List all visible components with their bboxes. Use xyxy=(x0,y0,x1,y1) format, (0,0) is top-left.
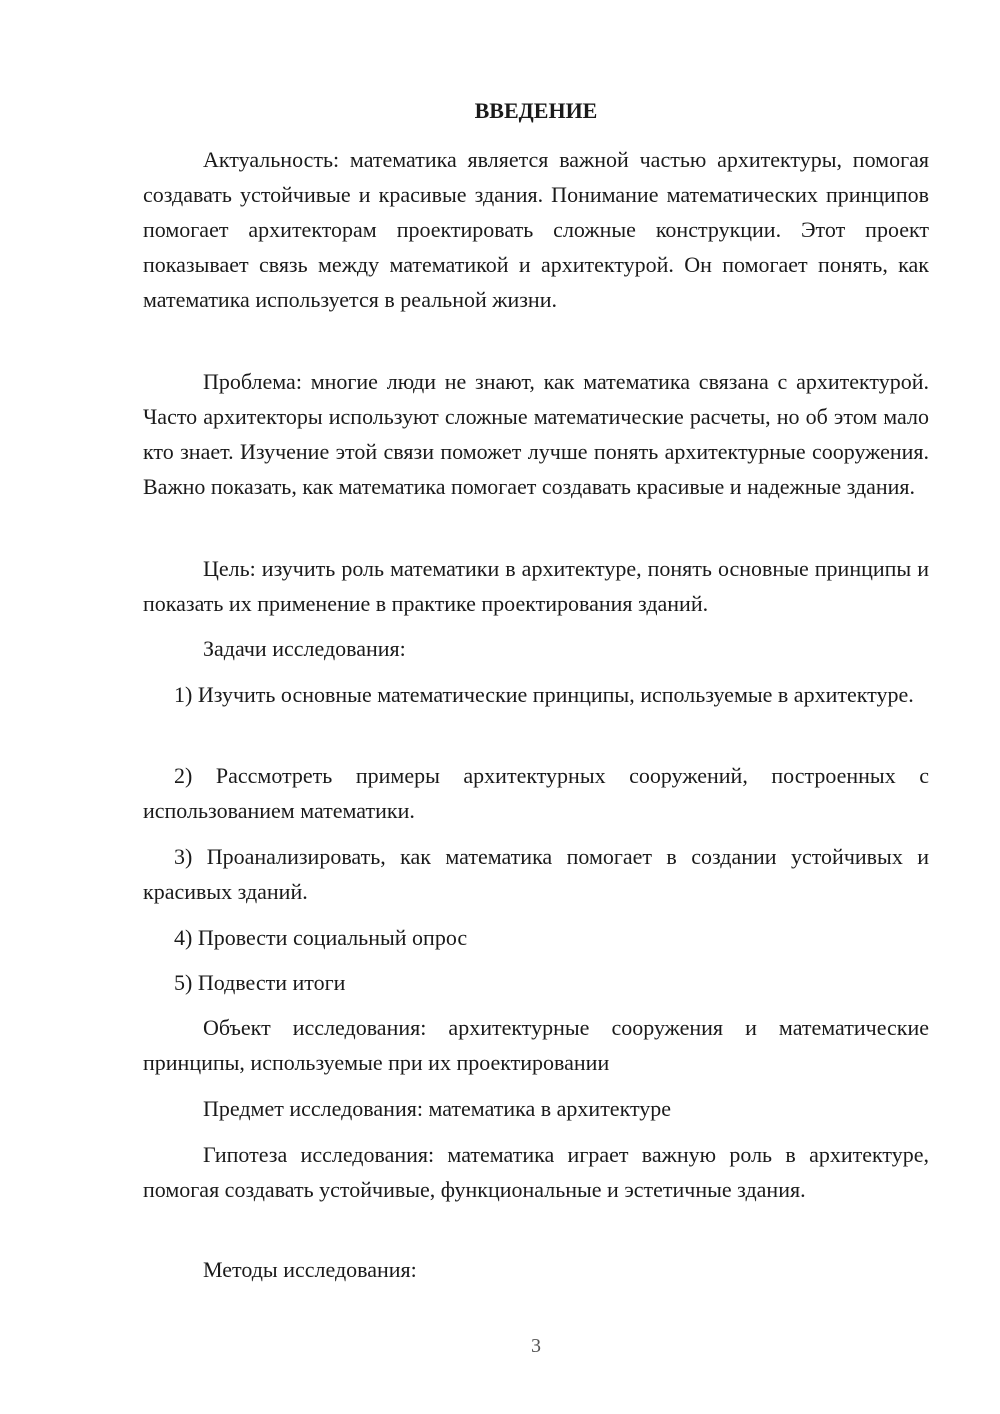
list-item: 4) Провести социальный опрос xyxy=(174,925,468,950)
list-item: 5) Подвести итоги xyxy=(174,970,346,995)
paragraph-problem: Проблема: многие люди не знают, как математика связана с архитектурой. Часто архитекторы используют сложные математические расчеты, но об этом мало кто знает. Изучение этой связи поможет лучше понять архитектурные сооружения. Важно показать, как математика помогает создавать красивые и надежные здания. xyxy=(143,369,929,499)
paragraph-tasks-heading: Задачи исследования: xyxy=(203,636,406,661)
paragraph-object: Объект исследования: архитектурные сооружения и математические принципы, используемые при их проектировании xyxy=(143,1015,929,1075)
paragraph-methods: Методы исследования: xyxy=(203,1257,417,1282)
list-item: 2) Рассмотреть примеры архитектурных сооружений, построенных с использованием математики. xyxy=(143,763,929,823)
paragraph-relevance: Актуальность: математика является важной частью архитектуры, помогая создавать устойчивые и красивые здания. Понимание математических принципов помогает архитекторам проектировать сложные конструкции. Этот проект показывает связь между математикой и архитектурой. Он помогает понять, как математика используется в реальной жизни. xyxy=(143,147,929,312)
list-item: 3) Проанализировать, как математика помогает в создании устойчивых и красивых зданий. xyxy=(143,844,929,904)
paragraph-subject: Предмет исследования: математика в архитектуре xyxy=(203,1096,672,1121)
list-item: 1) Изучить основные математические принципы, используемые в архитектуре. xyxy=(174,682,914,707)
paragraph-goal: Цель: изучить роль математики в архитектуре, понять основные принципы и показать их применение в практике проектирования зданий. xyxy=(143,556,929,616)
page-title: ВВЕДЕНИЕ xyxy=(474,98,598,123)
paragraph-hypothesis: Гипотеза исследования: математика играет важную роль в архитектуре, помогая создавать устойчивые, функциональные и эстетичные здания. xyxy=(143,1142,929,1202)
page-number: 3 xyxy=(531,1335,541,1357)
